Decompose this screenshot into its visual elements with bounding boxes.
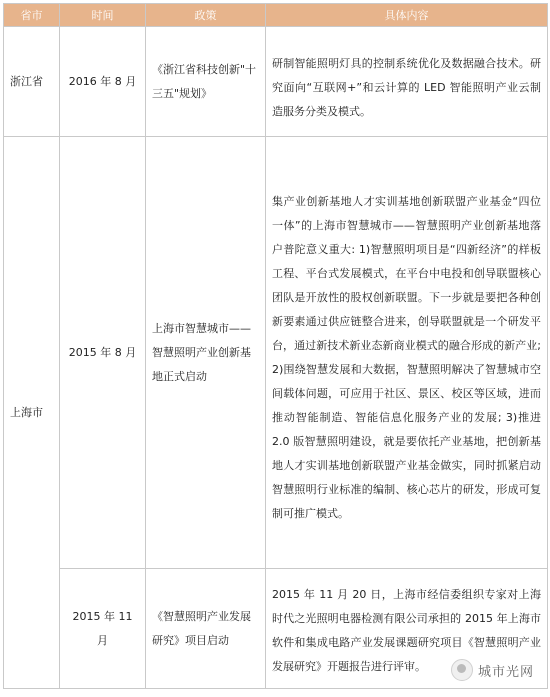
content-cell: 集产业创新基地人才实训基地创新联盟产业基金“四位一体”的上海市智慧城市——智慧照明产业创新基地落户普陀意义重大: 1)智慧照明项目是“四新经济”的样板工程、平台式发展模式，在平台中电投和创导联盟核心团队是开放性的股权创新联盟。下一步就是要把各种创新要素通过供应链整合进来，创导联盟就是一个研发平台，通过新技术新业态新商业模式的融合形成的新产业; 2)围绕智慧发展和大数据，智慧照明解决了智慧城市空间载体问题，可应用于社区、景区、校区等区域，进而推动智能制造、智能信息化服务产业的发展; 3)推进 2.0 版智慧照明建设，就是要依托产业基地，把创新基地人才实训基地创新联盟产业基金做实，同时抓紧启动智慧照明行业标准的编制、核心芯片的研发，形成可复制可推广模式。 [266,137,548,569]
policy-cell: 上海市智慧城市——智慧照明产业创新基地正式启动 [146,137,266,569]
policy-cell: 《智慧照明产业发展研究》项目启动 [146,569,266,689]
time-cell: 2015 年 8 月 [60,137,146,569]
header-content: 具体内容 [266,4,548,27]
province-cell: 浙江省 [4,27,60,137]
header-province: 省市 [4,4,60,27]
policy-cell: 《浙江省科技创新"十三五"规划》 [146,27,266,137]
table-row-zhejiang [4,27,548,137]
policy-table [3,3,548,689]
time-cell: 2015 年 11 月 [60,569,146,689]
content-cell: 2015 年 11 月 20 日，上海市经信委组织专家对上海时代之光照明电器检测有限公司承担的 2015 年上海市软件和集成电路产业发展课题研究项目《智慧照明产业发展研究》开题报告进行评审。 [266,569,548,689]
province-cell: 上海市 [4,137,60,689]
watermark [447,657,538,683]
content-cell: 研制智能照明灯具的控制系统优化及数据融合技术。研究面向“互联网+”和云计算的 LED 智能照明产业云制造服务分类及模式。 [266,27,548,137]
time-cell: 2016 年 8 月 [60,27,146,137]
table-row-shanghai-1 [4,137,548,569]
header-time: 时间 [60,4,146,27]
logo-icon [451,659,473,681]
watermark-text: 城市光网 [477,664,534,680]
table-header-row [4,4,548,27]
header-policy: 政策 [146,4,266,27]
